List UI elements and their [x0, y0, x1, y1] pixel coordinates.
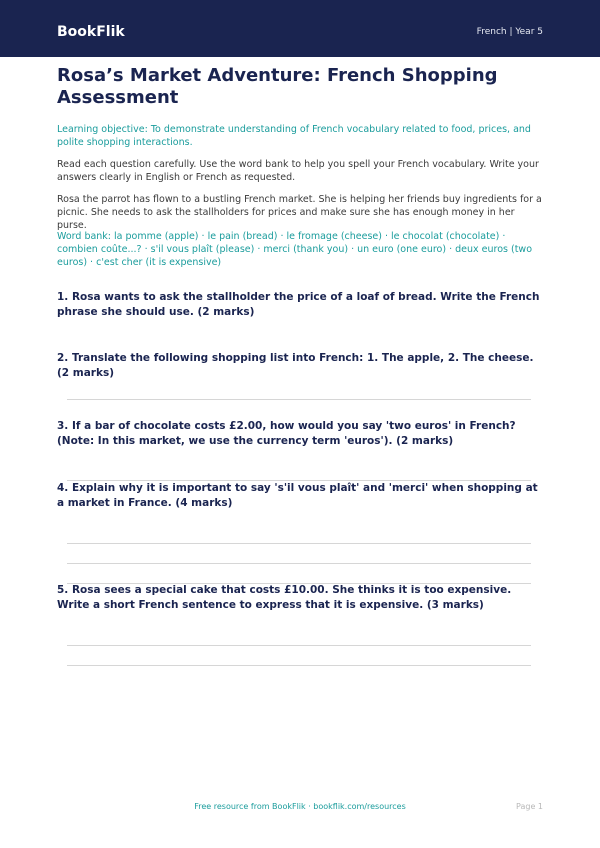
- question-1: 1. Rosa wants to ask the stallholder the price of a loaf of bread. Write the French phrase she should use. (2 marks): [57, 291, 540, 318]
- instructions: Read each question carefully. Use the word bank to help you spell your French vocabulary. Write your answers clearly in English or French as requested.: [57, 159, 539, 183]
- word-bank: Word bank: la pomme (apple) · le pain (bread) · le fromage (cheese) · le chocolat (chocolate) · combien coûte...? · s'il vous plaît (please) · merci (thank you) · un euro (one euro) · deux euros (two euros) · c'est cher (it is expensive): [57, 231, 533, 268]
- answer-line[interactable]: [67, 645, 531, 646]
- question-2: 2. Translate the following shopping list into French: 1. The apple, 2. The cheese. (2 marks): [57, 352, 534, 379]
- question-3: 3. If a bar of chocolate costs £2.00, how would you say 'two euros' in French? (Note: In this market, we use the currency term 'euros'). (2 marks): [57, 420, 516, 447]
- learning-objective: Learning objective: To demonstrate understanding of French vocabulary related to food, prices, and polite shopping interactions.: [57, 124, 531, 148]
- answer-line[interactable]: [67, 543, 531, 544]
- answer-line[interactable]: [67, 399, 531, 400]
- header-bar: [0, 0, 600, 57]
- page-title: Rosa’s Market Adventure: French Shopping Assessment: [57, 65, 498, 108]
- story-intro: Rosa the parrot has flown to a bustling French market. She is helping her friends buy ingredients for a picnic. She needs to ask the stallholders for prices and make sure she has enough money in her purse.: [57, 194, 542, 231]
- question-5: 5. Rosa sees a special cake that costs £10.00. She thinks it is too expensive. Write a short French sentence to express that it is expensive. (3 marks): [57, 584, 512, 611]
- brand-logo: BookFlik: [57, 24, 125, 40]
- page-number: Page 1: [516, 802, 543, 811]
- subject-label: French | Year 5: [476, 27, 543, 37]
- answer-line[interactable]: [67, 665, 531, 666]
- question-4: 4. Explain why it is important to say 's'il vous plaît' and 'merci' when shopping at a market in France. (4 marks): [57, 482, 538, 509]
- footer-link[interactable]: Free resource from BookFlik · bookflik.com/resources: [194, 802, 406, 811]
- answer-line[interactable]: [67, 563, 531, 564]
